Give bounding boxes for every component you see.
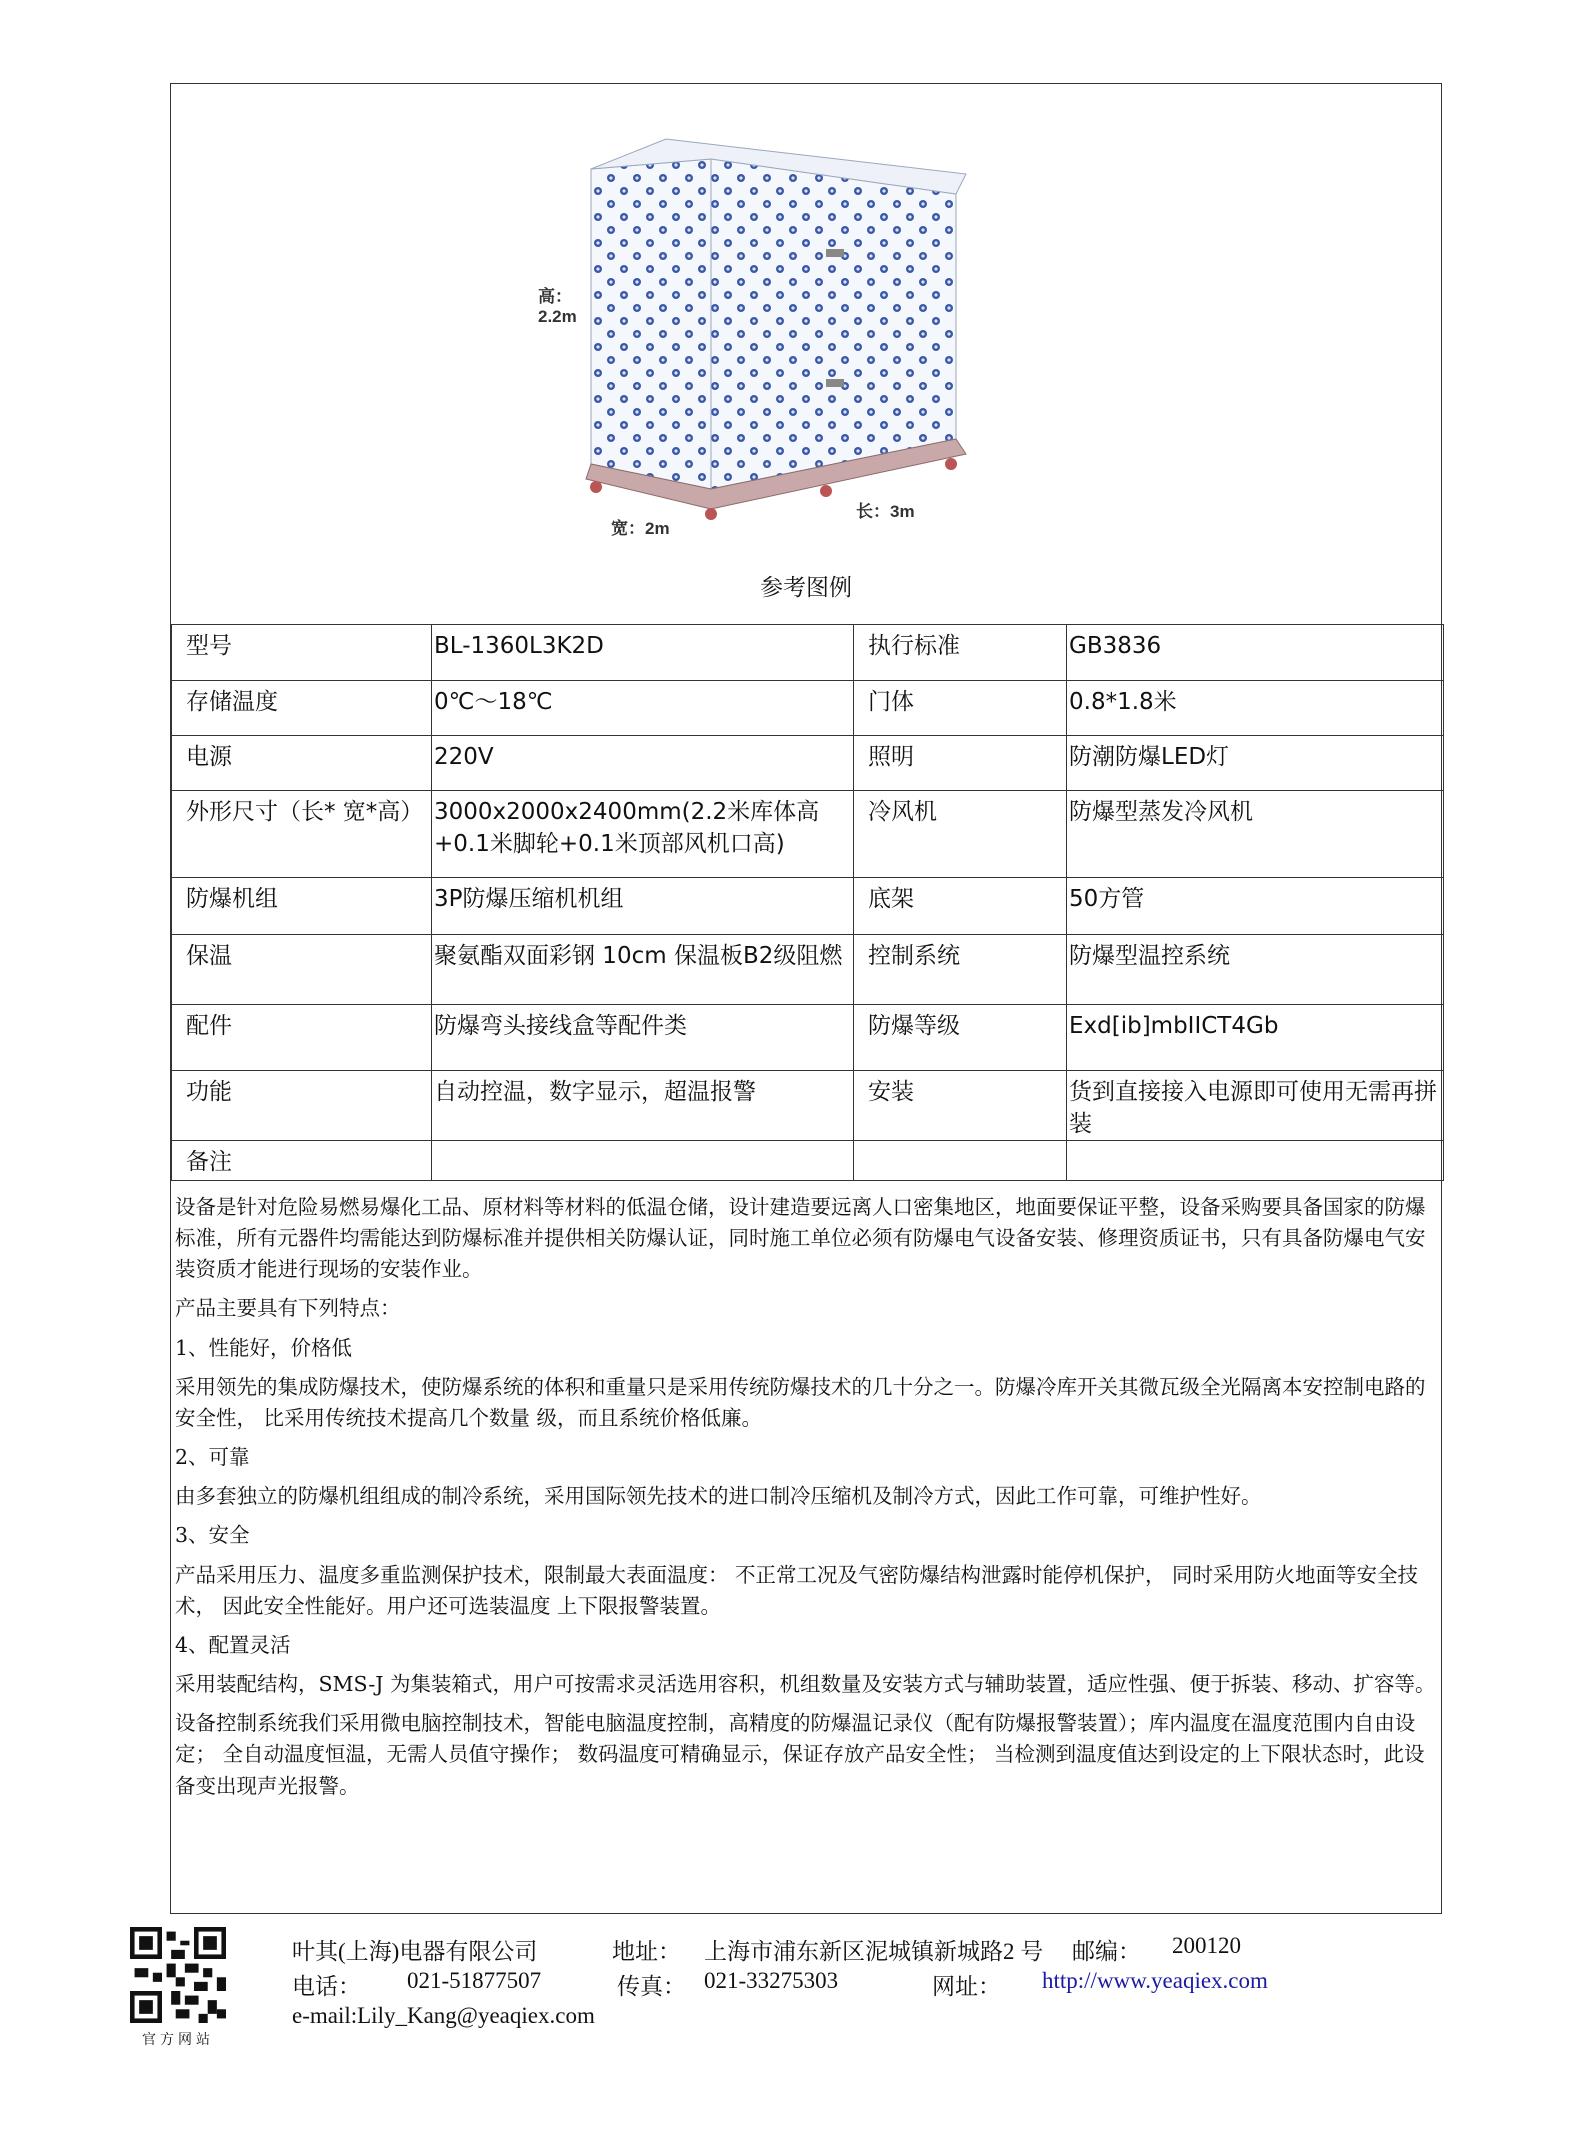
spec-value: 自动控温，数字显示，超温报警 [432, 1071, 854, 1141]
company-name: 叶其(上海)电器有限公司 [292, 1939, 538, 1964]
spec-row [172, 935, 1444, 1005]
spec-value: 防爆弯头接线盒等配件类 [432, 1005, 854, 1071]
spec-row [172, 625, 1444, 681]
note-paragraph: 2、可靠 [175, 1445, 250, 1470]
spec-key: 门体 [854, 681, 1067, 736]
spec-value: 0.8*1.8米 [1067, 681, 1444, 736]
spec-value: 聚氨酯双面彩钢 10cm 保温板B2级阻燃 [432, 935, 854, 1005]
svg-text:2.2m: 2.2m [538, 307, 577, 326]
spec-key: 控制系统 [854, 935, 1067, 1005]
spec-key: 防爆机组 [172, 878, 432, 935]
email-line[interactable]: e-mail:Lily_Kang@yeaqiex.com [292, 2003, 595, 2028]
qr-label: 官方网站 [142, 2032, 214, 2048]
spec-row [172, 1005, 1444, 1071]
note-paragraph: 设备控制系统我们采用微电脑控制技术，智能电脑温度控制，高精度的防爆温记录仪（配有防爆报警装置）；库内温度在温度范围内自由设定； 全自动温度恒温，无需人员值守操作； 数码温度可精确显示，保证存放产品安全性； 当检测到温度值达到设定的上下限状态时，此设备变出现声光报警。 [175, 1711, 1425, 1798]
spec-value: 3P防爆压缩机机组 [432, 878, 854, 935]
spec-value [1067, 1141, 1444, 1181]
spec-key: 防爆等级 [854, 1005, 1067, 1071]
qr-code-icon[interactable] [130, 1927, 226, 2023]
reference-figure [171, 84, 1441, 625]
spec-row [172, 791, 1444, 878]
spec-value: 防爆型蒸发冷风机 [1067, 791, 1444, 878]
note-paragraph: 采用装配结构，SMS-J 为集装箱式，用户可按需求灵活选用容积，机组数量及安装方式与辅助装置，适应性强、便于拆装、移动、扩容等。 [175, 1672, 1436, 1697]
spec-value: Exd[ib]mbIICT4Gb [1067, 1005, 1444, 1071]
spec-key: 配件 [172, 1005, 432, 1071]
spec-row [172, 1141, 1444, 1181]
note-paragraph: 由多套独立的防爆机组组成的制冷系统，采用国际领先技术的进口制冷压缩机及制冷方式，因此工作可靠，可维护性好。 [175, 1484, 1262, 1509]
length-label: 长：3m [856, 502, 915, 521]
address-label: 地址： [612, 1939, 681, 1964]
company-footer [130, 1927, 1460, 2107]
note-paragraph: 4、配置灵活 [175, 1632, 291, 1657]
spec-key: 电源 [172, 736, 432, 791]
spec-key: 保温 [172, 935, 432, 1005]
description-notes [175, 1192, 1437, 1810]
phone-label: 电话： [292, 1974, 361, 1999]
spec-value: 50方管 [1067, 878, 1444, 935]
spec-value: BL-1360L3K2D [432, 625, 854, 681]
height-label: 高： [538, 287, 572, 306]
spec-row [172, 736, 1444, 791]
note-paragraph: 3、安全 [175, 1523, 250, 1548]
spec-sheet-frame [170, 83, 1442, 1914]
spec-value: 防爆型温控系统 [1067, 935, 1444, 1005]
spec-value [432, 1141, 854, 1181]
spec-value: GB3836 [1067, 625, 1444, 681]
note-paragraph: 产品采用压力、温度多重监测保护技术，限制最大表面温度： 不正常工况及气密防爆结构泄露时能停机保护， 同时采用防火地面等安全技术， 因此安全性能好。用户还可选装温度 上下限报警装置。 [175, 1562, 1419, 1618]
width-label: 宽：2m [611, 519, 670, 538]
spec-key: 外形尺寸（长* 宽*高） [172, 791, 432, 878]
spec-key: 执行标准 [854, 625, 1067, 681]
spec-row [172, 1071, 1444, 1141]
spec-value: 3000x2000x2400mm(2.2米库体高+0.1米脚轮+0.1米顶部风机口高) [432, 791, 854, 878]
spec-key: 存储温度 [172, 681, 432, 736]
note-paragraph: 产品主要具有下列特点： [175, 1296, 401, 1321]
website-link[interactable]: http://www.yeaqiex.com [1042, 1968, 1268, 1993]
note-paragraph: 设备是针对危险易燃易爆化工品、原材料等材料的低温仓储，设计建造要远离人口密集地区，地面要保证平整，设备采购要具备国家的防爆标准，所有元器件均需能达到防爆标准并提供相关防爆认证，同时施工单位必须有防爆电气设备安装、修理资质证书，只有具备防爆电气安装资质才能进行现场的安装作业。 [175, 1195, 1426, 1282]
spec-key: 冷风机 [854, 791, 1067, 878]
cold-storage-photo [526, 119, 996, 559]
spec-value: 防潮防爆LED灯 [1067, 736, 1444, 791]
spec-key: 型号 [172, 625, 432, 681]
spec-value: 220V [432, 736, 854, 791]
spec-key: 安装 [854, 1071, 1067, 1141]
phone-value: 021-51877507 [407, 1968, 542, 1993]
web-label: 网址： [932, 1974, 1001, 1999]
spec-row [172, 681, 1444, 736]
fax-value: 021-33275303 [704, 1968, 839, 1993]
spec-key: 照明 [854, 736, 1067, 791]
spec-table [171, 624, 1444, 1181]
spec-key [854, 1141, 1067, 1181]
spec-row [172, 878, 1444, 935]
postcode-label: 邮编： [1072, 1939, 1141, 1964]
note-paragraph: 1、性能好，价格低 [175, 1335, 353, 1360]
spec-key: 备注 [172, 1141, 432, 1181]
postcode-value: 200120 [1172, 1933, 1241, 1958]
spec-value: 货到直接接入电源即可使用无需再拼装 [1067, 1071, 1444, 1141]
spec-key: 功能 [172, 1071, 432, 1141]
spec-key: 底架 [854, 878, 1067, 935]
fax-label: 传真： [617, 1974, 686, 1999]
figure-caption: 参考图例 [760, 575, 852, 601]
address-value: 上海市浦东新区泥城镇新城路2 号 [704, 1939, 1044, 1964]
spec-value: 0℃～18℃ [432, 681, 854, 736]
note-paragraph: 采用领先的集成防爆技术，使防爆系统的体积和重量只是采用传统防爆技术的几十分之一。防爆冷库开关其微瓦级全光隔离本安控制电路的安全性， 比采用传统技术提高几个数量 级，而且系统价格低廉。 [175, 1374, 1426, 1430]
